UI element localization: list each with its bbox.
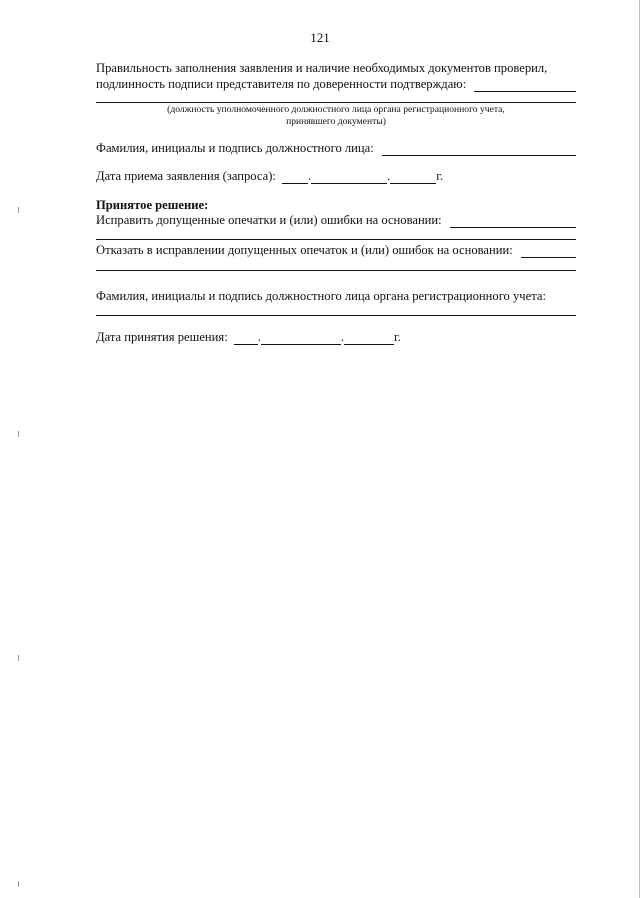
decision-date-row <box>96 329 576 345</box>
refuse-label: Отказать в исправлении допущенных опечаток и (или) ошибок на основании: <box>96 243 513 257</box>
verification-line-2: подлинность подписи представителя по доверенности подтверждаю: <box>96 77 467 91</box>
receipt-year-field[interactable] <box>390 172 436 184</box>
decision-month-field[interactable] <box>261 333 341 345</box>
page-number: 121 <box>310 30 330 45</box>
official-caption-line-2: принявшего документы) <box>286 116 386 127</box>
receipt-date-separator-1: . <box>307 169 312 183</box>
official-position-field[interactable] <box>96 102 576 103</box>
receipt-date-suffix: г. <box>436 169 444 183</box>
scan-artifact <box>18 431 19 437</box>
fix-label: Исправить допущенные опечатки и (или) ошибки на основании: <box>96 213 442 227</box>
confirmation-signature-field[interactable] <box>474 80 576 92</box>
refuse-row <box>96 242 576 258</box>
receipt-day-field[interactable] <box>282 172 308 184</box>
official-caption-line-1: (должность уполномоченного должностного лица органа регистрационного учета, <box>167 104 505 115</box>
refuse-basis-field[interactable] <box>521 246 576 258</box>
verification-paragraph <box>96 60 576 76</box>
fix-basis-field[interactable] <box>450 216 576 228</box>
official-position-caption <box>96 104 576 128</box>
refuse-basis-line-2[interactable] <box>96 270 576 271</box>
receipt-date-label: Дата приема заявления (запроса): <box>96 169 276 183</box>
decision-heading: Принятое решение: <box>96 198 209 212</box>
official-name-signature-field[interactable] <box>382 144 576 156</box>
registrar-label: Фамилия, инициалы и подпись должностного лица органа регистрационного учета: <box>96 289 546 303</box>
decision-date-suffix: г. <box>394 330 401 344</box>
fix-row <box>96 212 576 228</box>
receipt-month-field[interactable] <box>311 172 387 184</box>
official-name-label: Фамилия, инициалы и подпись должностного лица: <box>96 141 374 155</box>
scan-artifact <box>18 881 19 887</box>
receipt-date-row <box>96 168 576 184</box>
decision-date-separator-1: . <box>257 330 261 344</box>
official-name-row <box>96 140 576 156</box>
verification-line-2-row <box>96 76 576 92</box>
decision-date-separator-2: . <box>340 330 344 344</box>
registrar-signature-field[interactable] <box>96 315 576 316</box>
decision-year-field[interactable] <box>344 333 394 345</box>
fix-basis-line-2[interactable] <box>96 239 576 240</box>
receipt-date-separator-2: . <box>387 169 391 183</box>
verification-line-1: Правильность заполнения заявления и наличие необходимых документов проверил, <box>96 61 548 75</box>
scan-artifact <box>18 207 19 213</box>
decision-day-field[interactable] <box>234 333 258 345</box>
scan-artifact <box>18 655 19 661</box>
decision-date-label: Дата принятия решения: <box>96 330 228 344</box>
